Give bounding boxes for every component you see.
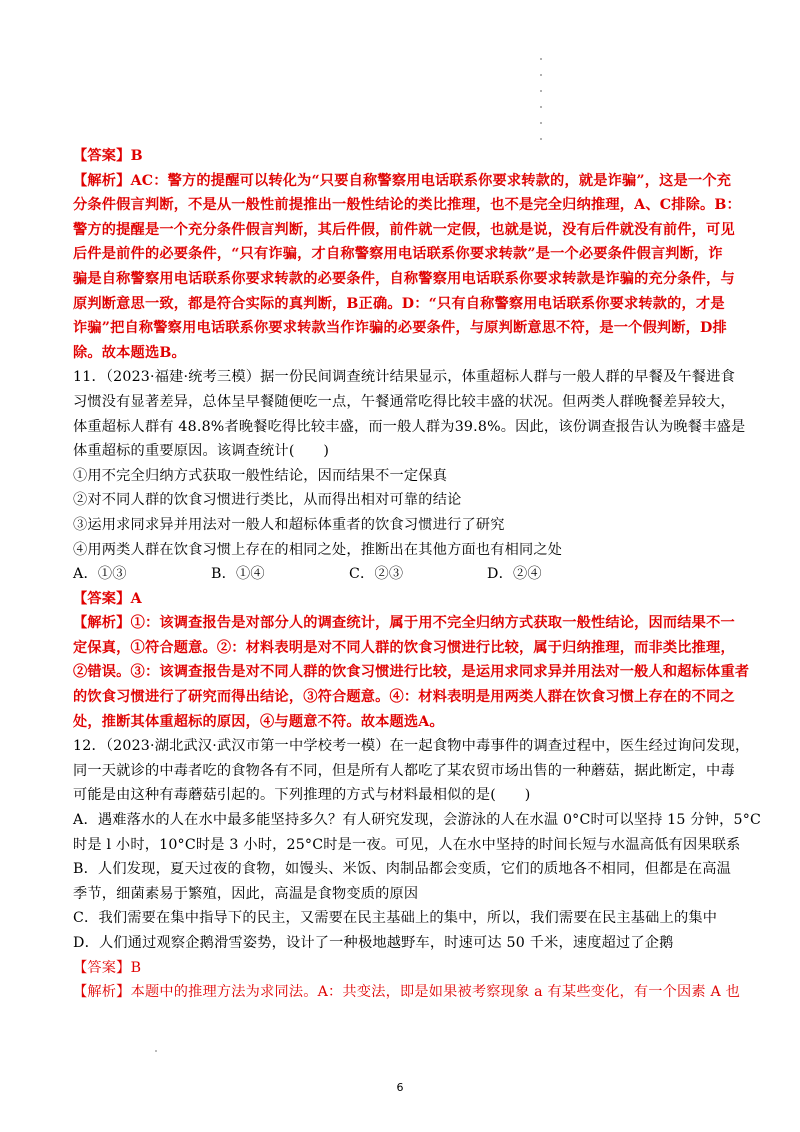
analysis-text: ①：该调查报告是对部分人的调查统计，属于用不完全归纳方式获取一般性结论，因而结果不一 bbox=[130, 615, 735, 632]
analysis-tag: 【解析】 bbox=[73, 615, 131, 632]
q12-option: D．人们通过观察企鹅滑雪姿势，设计了一种极地越野车，时速可达 50 千米，速度超过了企鹅 bbox=[73, 935, 674, 951]
q11-option-a: A．①③ bbox=[73, 566, 127, 583]
answer-tag: 【答案】 bbox=[73, 590, 131, 607]
q12-option: 时是 l 小时，10°C时是 3 小时，25°C时是一夜。可见，人在水中坚持的时间长短与水温高低有因果联系 bbox=[73, 836, 741, 853]
analysis-text: AC：警方的提醒可以转化为“只要自称警察用电话联系你要求转款的，就是诈骗”，这是一个充 bbox=[130, 172, 732, 189]
page-number: 6 bbox=[396, 1081, 404, 1094]
analysis-text: 处，推断其体重超标的原因，④与题意不符。故本题选A。 bbox=[73, 713, 444, 730]
page-content bbox=[73, 144, 762, 1005]
q12-answer-line bbox=[73, 956, 733, 981]
q12-option: B．人们发现，夏天过夜的食物，如馒头、米饭、肉制品都会变质，它们的质地各不相同，但都是在高温 bbox=[73, 861, 732, 878]
analysis-line-q10 bbox=[73, 169, 733, 194]
answer-tag: 【答案】 bbox=[73, 148, 131, 164]
footer-dot bbox=[155, 1050, 157, 1052]
q11-option-b: B．①④ bbox=[211, 566, 265, 583]
q11-item: ③运用求同求异并用法对一般人和超标体重者的饮食习惯进行了研究 bbox=[73, 516, 505, 533]
q11-item: ②对不同人群的饮食习惯进行类比，从而得出相对可靠的结论 bbox=[73, 492, 462, 509]
q11-item: ④用两类人群在饮食习惯上存在的相同之处，推断出在其他方面也有相同之处 bbox=[73, 541, 563, 558]
analysis-text: 警方的提醒是一个充分条件假言判断，其后件假，前件就一定假，也就是说，没有后件就没有前件，可见 bbox=[73, 221, 735, 238]
analysis-text: 骗是自称警察用电话联系你要求转款的必要条件，自称警察用电话联系你要求转款是诈骗的充分条件，与 bbox=[73, 270, 735, 287]
answer-tag: 【答案】 bbox=[73, 959, 131, 976]
q11-option-c: C．②③ bbox=[349, 566, 404, 583]
analysis-text: 定保真，①符合题意。②：材料表明是对不同人群的饮食习惯进行比较，属于归纳推理，而非类比推理， bbox=[73, 639, 735, 656]
analysis-text: 分条件假言判断，不是从一般性前提推出一般性结论的类比推理，也不是完全归纳推理，A、C排除。B： bbox=[73, 197, 741, 214]
analysis-text: 诈骗”把自称警察用电话联系你要求转款当作诈骗的必要条件，与原判断意思不符，是一个假判断，D排 bbox=[73, 320, 727, 337]
q11-options bbox=[73, 562, 733, 587]
q12-option: C．我们需要在集中指导下的民主，又需要在民主基础上的集中，所以，我们需要在民主基础上的集中 bbox=[73, 910, 718, 927]
answer-value: A bbox=[130, 590, 142, 607]
header-dots bbox=[540, 58, 544, 154]
q11-stem: 习惯没有显著差异，总体呈早餐随便吃一点，午餐通常吃得比较丰盛的状况。但两类人群晚餐差异较大， bbox=[73, 393, 735, 410]
q11-item: ①用不完全归纳方式获取一般性结论，因而结果不一定保真 bbox=[73, 467, 448, 484]
q12-option: 季节，细菌素易于繁殖，因此，高温是食物变质的原因 bbox=[73, 885, 419, 902]
analysis-tag: 【解析】 bbox=[73, 172, 131, 189]
analysis-text: 的饮食习惯进行了研究而得出结论，③符合题意。④：材料表明是用两类人群在饮食习惯上存在的不同之 bbox=[73, 689, 735, 706]
analysis-text: 本题中的推理方法为求同法。A：共变法，即是如果被考察现象 a 有某些变化，有一个因素 A 也 bbox=[130, 984, 741, 1001]
analysis-text: 原判断意思一致，都是符合实际的真判断，B正确。D：“只有自称警察用电话联系你要求转款的，才是 bbox=[73, 295, 725, 312]
answer-line-q10 bbox=[73, 144, 733, 169]
q12-option: A．遇难落水的人在水中最多能坚持多久？有人研究发现，会游泳的人在水温 0°C时可以坚持 15 分钟，5°C bbox=[73, 812, 762, 829]
q11-stem: 体重超标人群有 48.8%者晚餐吃得比较丰盛，而一般人群为39.8%。因此，该份调查报告认为晚餐丰盛是 bbox=[73, 418, 746, 435]
q12-stem: 可能是由这种有毒蘑菇引起的。下列推理的方式与材料最相似的是( ) bbox=[73, 787, 531, 804]
q11-answer-line bbox=[73, 587, 733, 612]
q12-stem: 同一天就诊的中毒者吃的食物各有不同，但是所有人都吃了某农贸市场出售的一种蘑菇，据此断定，中毒 bbox=[73, 762, 735, 779]
analysis-text: ②错误。③：该调查报告是对不同人群的饮食习惯进行比较，是运用求同求异并用法对一般人和超标体重者 bbox=[73, 664, 750, 681]
q11-analysis-line bbox=[73, 611, 733, 636]
q12-stem: 12．（2023·湖北武汉·武汉市第一中学校考一模）在一起食物中毒事件的调查过程中，医生经过询问发现， bbox=[73, 738, 750, 755]
analysis-text: 后件是前件的必要条件，“只有诈骗，才自称警察用电话联系你要求转款”是一个必要条件假言判断，诈 bbox=[73, 246, 723, 263]
analysis-text: 除。故本题选B。 bbox=[73, 344, 186, 361]
answer-value: B bbox=[130, 148, 143, 164]
q11-stem: 体重超标的重要原因。该调查统计( ) bbox=[73, 443, 330, 460]
q12-analysis-line bbox=[73, 980, 741, 1005]
q11-stem: 11．（2023·福建·统考三模）据一份民间调查统计结果显示，体重超标人群与一般人群的早餐及午餐进食 bbox=[73, 369, 735, 386]
q11-option-d: D．②④ bbox=[487, 566, 542, 583]
analysis-tag: 【解析】 bbox=[73, 984, 131, 1001]
answer-value: B bbox=[130, 959, 142, 976]
